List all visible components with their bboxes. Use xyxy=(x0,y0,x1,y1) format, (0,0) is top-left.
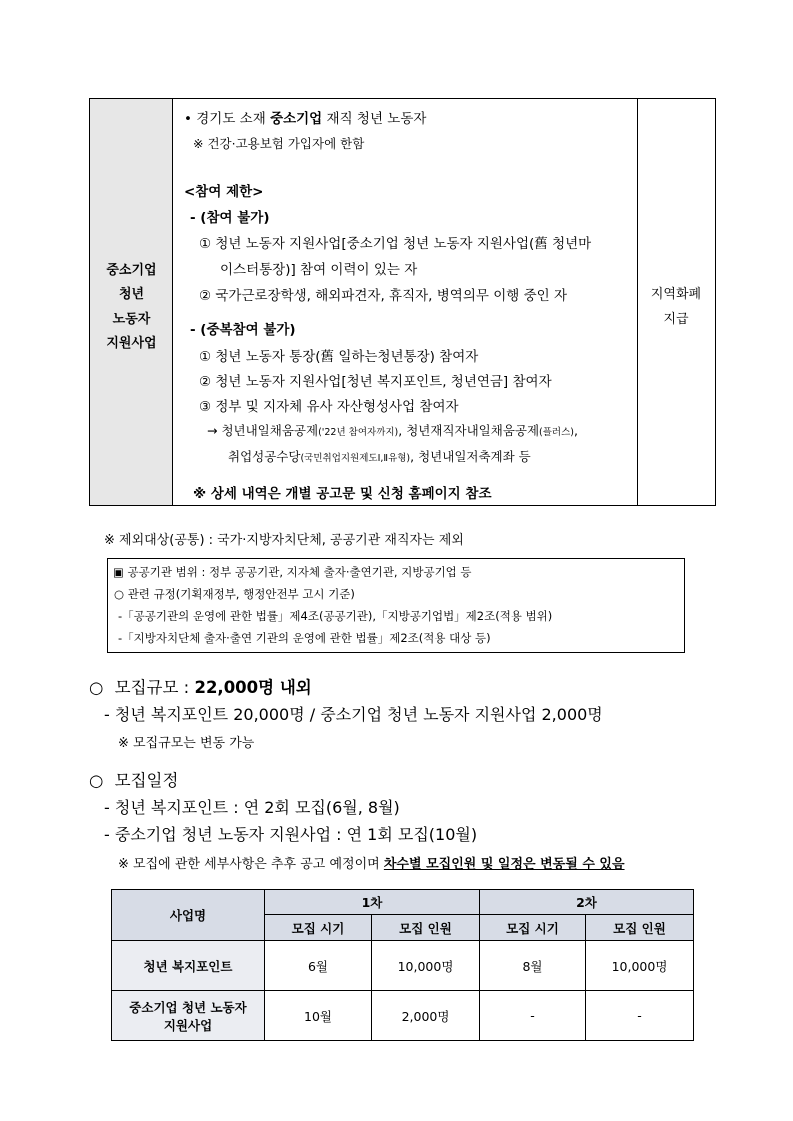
payment-line: 지급 xyxy=(663,312,689,327)
eligibility-line: • 경기도 소재 중소기업 재직 청년 노동자 xyxy=(184,111,427,127)
no-duplicate-item: ② 청년 노동자 지원사업[청년 복지포인트, 청년연금] 참여자 xyxy=(199,374,552,390)
header-recruit-count: 모집 인원 xyxy=(372,915,480,941)
row-r2-time: - xyxy=(480,991,586,1041)
row-program-name: 중소기업 청년 노동자 지원사업 xyxy=(112,991,265,1041)
recruit-scale-note: ※ 모집규모는 변동 가능 xyxy=(118,736,255,751)
schedule-table xyxy=(111,889,694,1041)
eligibility-note: ※ 건강·고용보험 가입자에 한함 xyxy=(193,136,365,151)
ref-line: -「지방자치단체 출자·출연 기관의 운영에 관한 법률」제2조(적용 대상 등) xyxy=(118,631,491,645)
recruit-schedule-line: - 청년 복지포인트 : 연 2회 모집(6월, 8월) xyxy=(104,798,400,817)
header-round-1: 1차 xyxy=(265,890,480,915)
no-duplicate-item: ③ 정부 및 지자체 유사 자산형성사업 참여자 xyxy=(199,399,459,415)
recruit-schedule-note: ※ 모집에 관한 세부사항은 추후 공고 예정이며 차수별 모집인원 및 일정은 변동될 수 있음 xyxy=(118,857,625,872)
restriction-title: <참여 제한> xyxy=(184,184,264,200)
exclusion-note: ※ 제외대상(공통) : 국가·지방자치단체, 공공기관 재직자는 제외 xyxy=(104,533,464,548)
category-line: 노동자 xyxy=(112,312,151,327)
category-line: 청년 xyxy=(118,287,145,302)
no-participation-item: ① 청년 노동자 지원사업[중소기업 청년 노동자 지원사업(舊 청년마 xyxy=(199,236,592,252)
similar-program-line: → 청년내일채움공제('22년 참여자까지), 청년재직자내일채움공제(플러스), xyxy=(207,423,578,438)
row-r2-count: - xyxy=(586,991,694,1041)
row-r1-time: 10월 xyxy=(265,991,372,1041)
row-r1-count: 10,000명 xyxy=(372,941,480,991)
table-row xyxy=(112,941,694,991)
no-participation-item-cont: 이스터통장)] 참여 이력이 있는 자 xyxy=(220,262,418,278)
ref-line: ○ 관련 규정(기획재정부, 행정안전부 고시 기준) xyxy=(114,587,355,601)
no-duplicate-item: ① 청년 노동자 통장(舊 일하는청년통장) 참여자 xyxy=(199,349,479,365)
row-r2-count: 10,000명 xyxy=(586,941,694,991)
no-duplicate-heading: - (중복참여 불가) xyxy=(190,322,296,338)
recruit-schedule-heading: ○ 모집일정 xyxy=(89,771,179,790)
recruit-scale-detail: - 청년 복지포인트 20,000명 / 중소기업 청년 노동자 지원사업 2,000명 xyxy=(104,705,603,724)
similar-program-line: 취업성공수당(국민취업지원제도Ⅰ,Ⅱ유형), 청년내일저축계좌 등 xyxy=(228,449,531,464)
ref-line: ▣ 공공기관 범위 : 정부 공공기관, 지자체 출자·출연기관, 지방공기업 등 xyxy=(113,565,472,579)
header-recruit-count: 모집 인원 xyxy=(586,915,694,941)
recruit-schedule-line: - 중소기업 청년 노동자 지원사업 : 연 1회 모집(10월) xyxy=(104,825,478,844)
header-program-name: 사업명 xyxy=(112,890,265,941)
no-participation-item: ② 국가근로장학생, 해외파견자, 휴직자, 병역의무 이행 중인 자 xyxy=(199,288,567,304)
payment-line: 지역화폐 xyxy=(650,287,702,302)
row-r1-time: 6월 xyxy=(265,941,372,991)
header-round-2: 2차 xyxy=(480,890,694,915)
row-program-name: 청년 복지포인트 xyxy=(112,941,265,991)
category-cell xyxy=(90,99,173,505)
category-line: 지원사업 xyxy=(106,336,157,351)
row-r2-time: 8월 xyxy=(480,941,586,991)
category-line: 중소기업 xyxy=(106,263,157,278)
payment-cell xyxy=(637,99,715,505)
no-participation-heading: - (참여 불가) xyxy=(190,210,270,226)
table-row xyxy=(112,991,694,1041)
detail-note: ※ 상세 내역은 개별 공고문 및 신청 홈페이지 참조 xyxy=(193,486,492,502)
header-recruit-time: 모집 시기 xyxy=(480,915,586,941)
header-recruit-time: 모집 시기 xyxy=(265,915,372,941)
row-r1-count: 2,000명 xyxy=(372,991,480,1041)
recruit-scale-heading: ○ 모집규모 : 22,000명 내외 xyxy=(89,678,312,697)
ref-line: -「공공기관의 운영에 관한 법률」제4조(공공기관),「지방공기업법」제2조(적용 범위) xyxy=(118,609,553,623)
